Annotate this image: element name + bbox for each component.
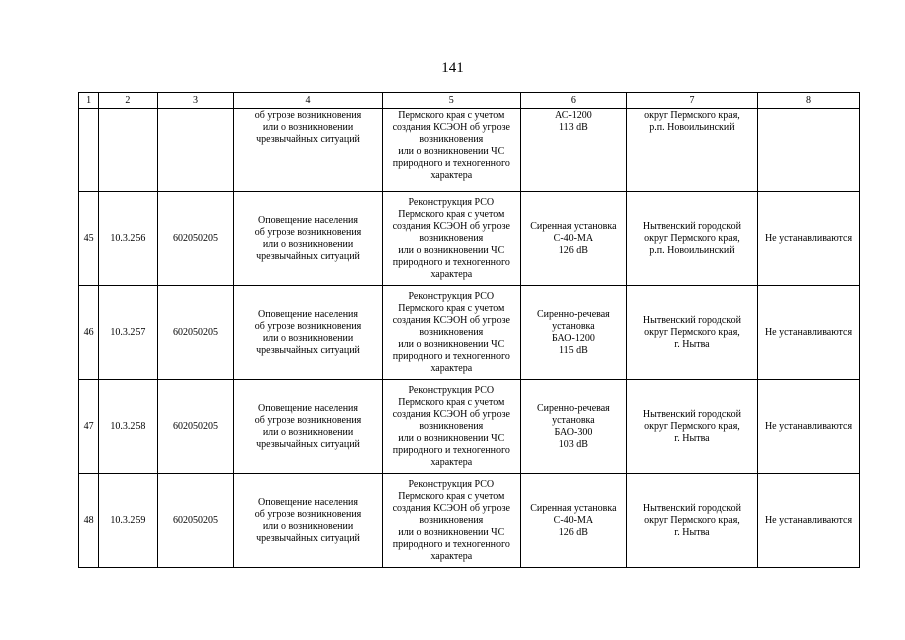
cell-purpose: Оповещение населения об угрозе возникновения или о возникновении чрезвычайных ситуаций [234, 380, 382, 474]
cell-id: 602050205 [157, 192, 234, 286]
cell-num: 47 [79, 380, 99, 474]
cell-note: Не устанавливаются [758, 474, 860, 568]
cell-equipment: Сиренно-речевая установка БАО-300 103 dB [520, 380, 626, 474]
continuation-row [79, 109, 860, 192]
header-cell: 2 [99, 93, 158, 109]
cell-code: 10.3.258 [99, 380, 158, 474]
cell-project: Реконструкция РСО Пермского края с учетом создания КСЭОН об угрозе возникновения или о возникновении ЧС природного и техногенного характера [382, 286, 520, 380]
header-cell: 5 [382, 93, 520, 109]
cell-location: Нытвенский городской округ Пермского края, р.п. Новоильинский [626, 192, 757, 286]
cell-location: Нытвенский городской округ Пермского края, г. Нытва [626, 286, 757, 380]
cell-project: Реконструкция РСО Пермского края с учетом создания КСЭОН об угрозе возникновения или о возникновении ЧС природного и техногенного характера [382, 380, 520, 474]
cell-empty [99, 109, 158, 192]
cell-project: Реконструкция РСО Пермского края с учетом создания КСЭОН об угрозе возникновения или о возникновении ЧС природного и техногенного характера [382, 474, 520, 568]
cell-purpose: Оповещение населения об угрозе возникновения или о возникновении чрезвычайных ситуаций [234, 192, 382, 286]
cell-id: 602050205 [157, 380, 234, 474]
cell-purpose: об угрозе возникновения или о возникновении чрезвычайных ситуаций [234, 109, 382, 192]
cell-empty [157, 109, 234, 192]
cell-code: 10.3.257 [99, 286, 158, 380]
cell-equipment: АС-1200 113 dB [520, 109, 626, 192]
cell-num: 46 [79, 286, 99, 380]
cell-empty [758, 109, 860, 192]
table-row [79, 380, 860, 474]
header-cell: 4 [234, 93, 382, 109]
header-cell: 3 [157, 93, 234, 109]
header-cell: 6 [520, 93, 626, 109]
header-row [79, 93, 860, 109]
cell-note: Не устанавливаются [758, 380, 860, 474]
cell-equipment: Сиренная установка С-40-МА 126 dB [520, 192, 626, 286]
data-table [78, 92, 860, 568]
table-row [79, 286, 860, 380]
cell-location: Нытвенский городской округ Пермского края, г. Нытва [626, 380, 757, 474]
header-cell: 1 [79, 93, 99, 109]
cell-num: 48 [79, 474, 99, 568]
header-cell: 8 [758, 93, 860, 109]
cell-empty [79, 109, 99, 192]
cell-purpose: Оповещение населения об угрозе возникновения или о возникновении чрезвычайных ситуаций [234, 286, 382, 380]
cell-code: 10.3.256 [99, 192, 158, 286]
cell-project: Пермского края с учетом создания КСЭОН об угрозе возникновения или о возникновении ЧС природного и техногенного характера [382, 109, 520, 192]
table-row [79, 474, 860, 568]
header-cell: 7 [626, 93, 757, 109]
cell-location: округ Пермского края, р.п. Новоильинский [626, 109, 757, 192]
table-row [79, 192, 860, 286]
cell-code: 10.3.259 [99, 474, 158, 568]
cell-project: Реконструкция РСО Пермского края с учетом создания КСЭОН об угрозе возникновения или о возникновении ЧС природного и техногенного характера [382, 192, 520, 286]
cell-note: Не устанавливаются [758, 286, 860, 380]
cell-equipment: Сиренная установка С-40-МА 126 dB [520, 474, 626, 568]
cell-num: 45 [79, 192, 99, 286]
page-number: 141 [441, 60, 464, 76]
cell-note: Не устанавливаются [758, 192, 860, 286]
cell-id: 602050205 [157, 286, 234, 380]
cell-purpose: Оповещение населения об угрозе возникновения или о возникновении чрезвычайных ситуаций [234, 474, 382, 568]
cell-equipment: Сиренно-речевая установка БАО-1200 115 dB [520, 286, 626, 380]
cell-location: Нытвенский городской округ Пермского края, г. Нытва [626, 474, 757, 568]
cell-id: 602050205 [157, 474, 234, 568]
